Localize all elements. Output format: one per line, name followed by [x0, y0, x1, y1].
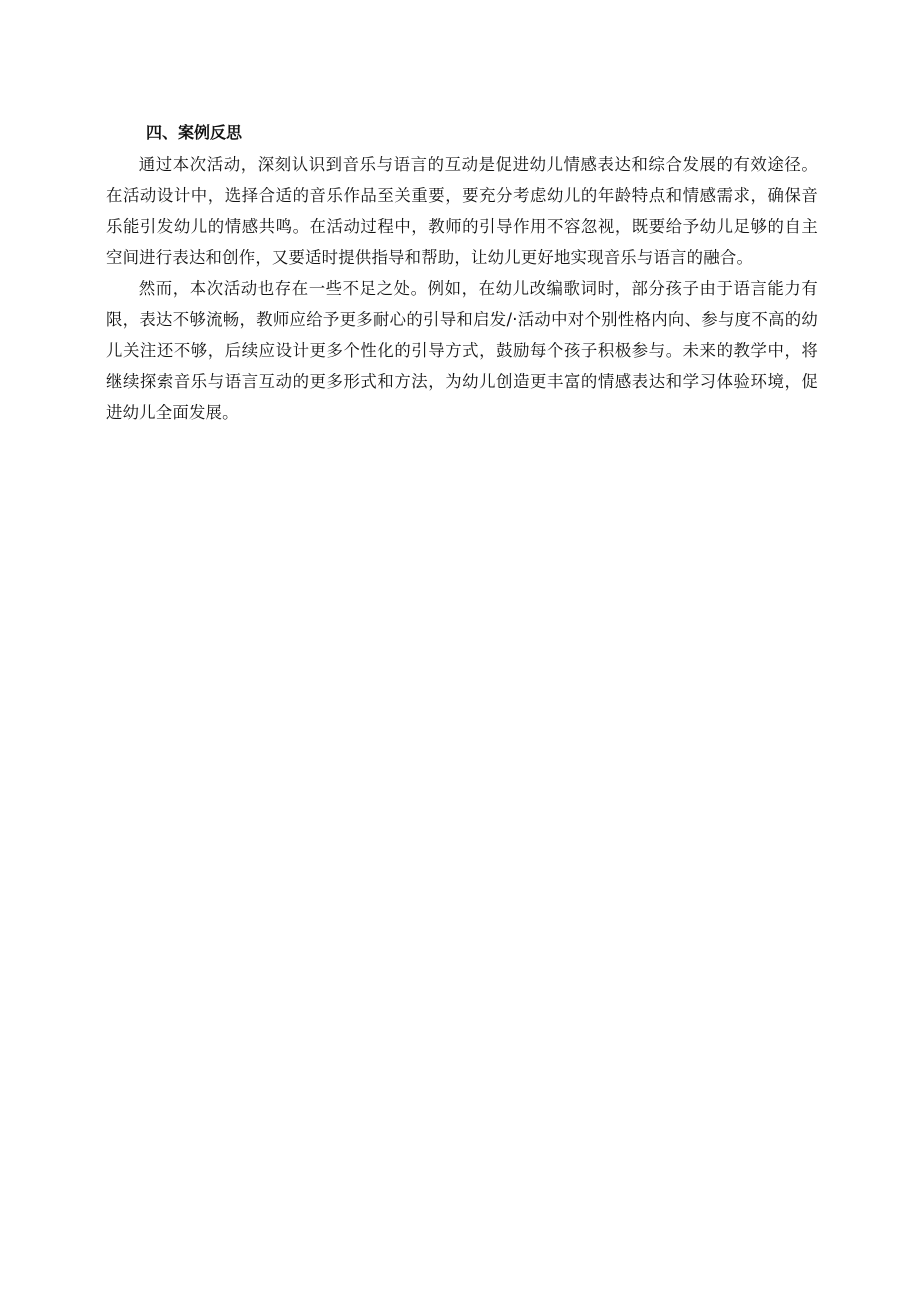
paragraph-reflection-2: 然而，本次活动也存在一些不足之处。例如，在幼儿改编歌词时，部分孩子由于语言能力有限，表达不够流畅，教师应给予更多耐心的引导和启发/·活动中对个别性格内向、参与度不高的幼儿关注还不够，后续应设计更多个性化的引导方式，鼓励每个孩子积极参与。未来的教学中，将继续探索音乐与语言互动的更多形式和方法，为幼儿创造更丰富的情感表达和学习体验环境，促进幼儿全面发展。 [106, 279, 818, 422]
section-heading: 四、案例反思 [146, 123, 243, 142]
paragraph-reflection-1: 通过本次活动，深刻认识到音乐与语言的互动是促进幼儿情感表达和综合发展的有效途径。在活动设计中，选择合适的音乐作品至关重要，要充分考虑幼儿的年龄特点和情感需求，确保音乐能引发幼儿的情感共鸣。在活动过程中，教师的引导作用不容忽视，既要给予幼儿足够的自主空间进行表达和创作，又要适时提供指导和帮助，让幼儿更好地实现音乐与语言的融合。 [106, 155, 818, 267]
document-page [106, 119, 818, 428]
